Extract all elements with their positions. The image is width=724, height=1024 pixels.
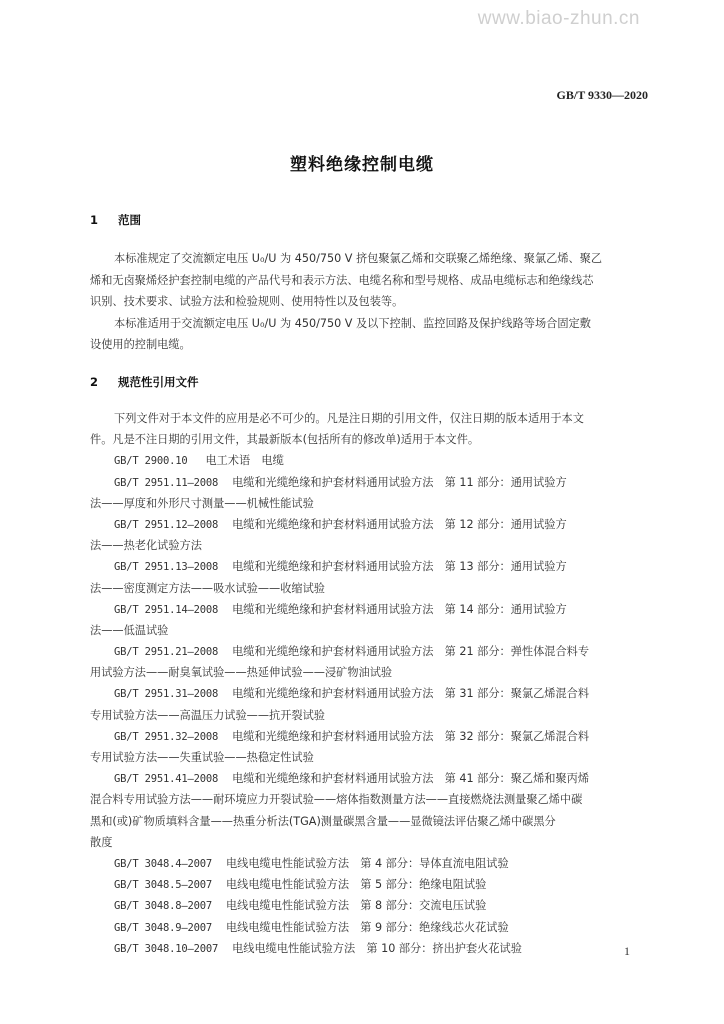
paragraph-line: 本标准规定了交流额定电压 U₀/U 为 450/750 V 挤包聚氯乙烯和交联聚乙烯绝缘、聚氯乙烯、聚乙 <box>114 252 603 265</box>
reference-line: 法——低温试验 <box>90 623 169 637</box>
reference-item: GB/T 2951.41—2008 电缆和光缆绝缘和护套材料通用试验方法 第 41 部分：聚乙烯和聚丙烯 <box>114 772 590 786</box>
watermark: www.biao-zhun.cn <box>477 8 640 29</box>
reference-line: 法——厚度和外形尺寸测量——机械性能试验 <box>90 496 314 510</box>
reference-item: GB/T 2951.31—2008 电缆和光缆绝缘和护套材料通用试验方法 第 31 部分：聚氯乙烯混合料 <box>114 687 590 701</box>
reference-item: GB/T 3048.8—2007 电线电缆电性能试验方法 第 8 部分：交流电压试验 <box>114 899 487 913</box>
reference-item: GB/T 2951.32—2008 电缆和光缆绝缘和护套材料通用试验方法 第 32 部分：聚氯乙烯混合料 <box>114 729 590 743</box>
section-1-body <box>90 248 650 356</box>
paragraph-line: 下列文件对于本文件的应用是必不可少的。凡是注日期的引用文件，仅注日期的版本适用于本文 <box>114 412 584 425</box>
reference-line: 法——热老化试验方法 <box>90 539 202 553</box>
standard-number: GB/T 9330—2020 <box>556 88 648 102</box>
reference-item: GB/T 3048.10—2007 电线电缆电性能试验方法 第 10 部分：挤出护套火花试验 <box>114 941 522 955</box>
reference-item: GB/T 3048.9—2007 电线电缆电性能试验方法 第 9 部分：绝缘线芯火花试验 <box>114 920 509 934</box>
reference-line: 专用试验方法——高温压力试验——抗开裂试验 <box>90 708 325 722</box>
reference-item: GB/T 2951.12—2008 电缆和光缆绝缘和护套材料通用试验方法 第 12 部分：通用试验方 <box>114 517 567 531</box>
paragraph-line: 识别、技术要求、试验方法和检验规则、使用特性以及包装等。 <box>90 295 404 308</box>
paragraph-line: 本标准适用于交流额定电压 U₀/U 为 450/750 V 及以下控制、监控回路及保护线路等场合固定敷 <box>114 316 591 330</box>
paragraph-line: 件。凡是不注日期的引用文件，其最新版本(包括所有的修改单)适用于本文件。 <box>90 433 480 447</box>
reference-item: GB/T 3048.4—2007 电线电缆电性能试验方法 第 4 部分：导体直流电阻试验 <box>114 856 509 870</box>
reference-line: 散度 <box>90 835 113 849</box>
reference-item: GB/T 2951.11—2008 电缆和光缆绝缘和护套材料通用试验方法 第 11 部分：通用试验方 <box>114 475 567 489</box>
reference-line: 法——密度测定方法——吸水试验——收缩试验 <box>90 581 325 595</box>
section-number: 1 <box>90 213 99 227</box>
reference-item: GB/T 2951.13—2008 电缆和光缆绝缘和护套材料通用试验方法 第 13 部分：通用试验方 <box>114 560 567 574</box>
section-title: 范围 <box>118 213 141 227</box>
section-2-heading <box>90 374 199 390</box>
reference-item: GB/T 2900.10 电工术语 电缆 <box>114 454 284 468</box>
section-number: 2 <box>90 375 99 389</box>
page-number: 1 <box>624 944 630 958</box>
reference-line: 黑和(或)矿物质填料含量——热重分析法(TGA)测量碳黑含量——显微镜法评估聚乙烯中碳黑分 <box>90 814 556 828</box>
section-2-body <box>90 408 650 959</box>
reference-item: GB/T 3048.5—2007 电线电缆电性能试验方法 第 5 部分：绝缘电阻试验 <box>114 878 487 892</box>
document-title: 塑料绝缘控制电缆 <box>290 155 434 175</box>
reference-item: GB/T 2951.21—2008 电缆和光缆绝缘和护套材料通用试验方法 第 21 部分：弹性体混合料专 <box>114 645 590 659</box>
reference-item: GB/T 2951.14—2008 电缆和光缆绝缘和护套材料通用试验方法 第 14 部分：通用试验方 <box>114 602 567 616</box>
reference-line: 专用试验方法——失重试验——热稳定性试验 <box>90 751 314 764</box>
paragraph-line: 设使用的控制电缆。 <box>90 338 191 351</box>
section-1-heading <box>90 212 141 228</box>
section-title: 规范性引用文件 <box>118 375 199 389</box>
reference-line: 用试验方法——耐臭氧试验——热延伸试验——浸矿物油试验 <box>90 666 393 680</box>
reference-line: 混合料专用试验方法——耐环境应力开裂试验——熔体指数测量方法——直接燃烧法测量聚乙烯中碳 <box>90 793 583 807</box>
paragraph-line: 烯和无卤聚烯烃护套控制电缆的产品代号和表示方法、电缆名称和型号规格、成品电缆标志和绝缘线芯 <box>90 273 594 287</box>
